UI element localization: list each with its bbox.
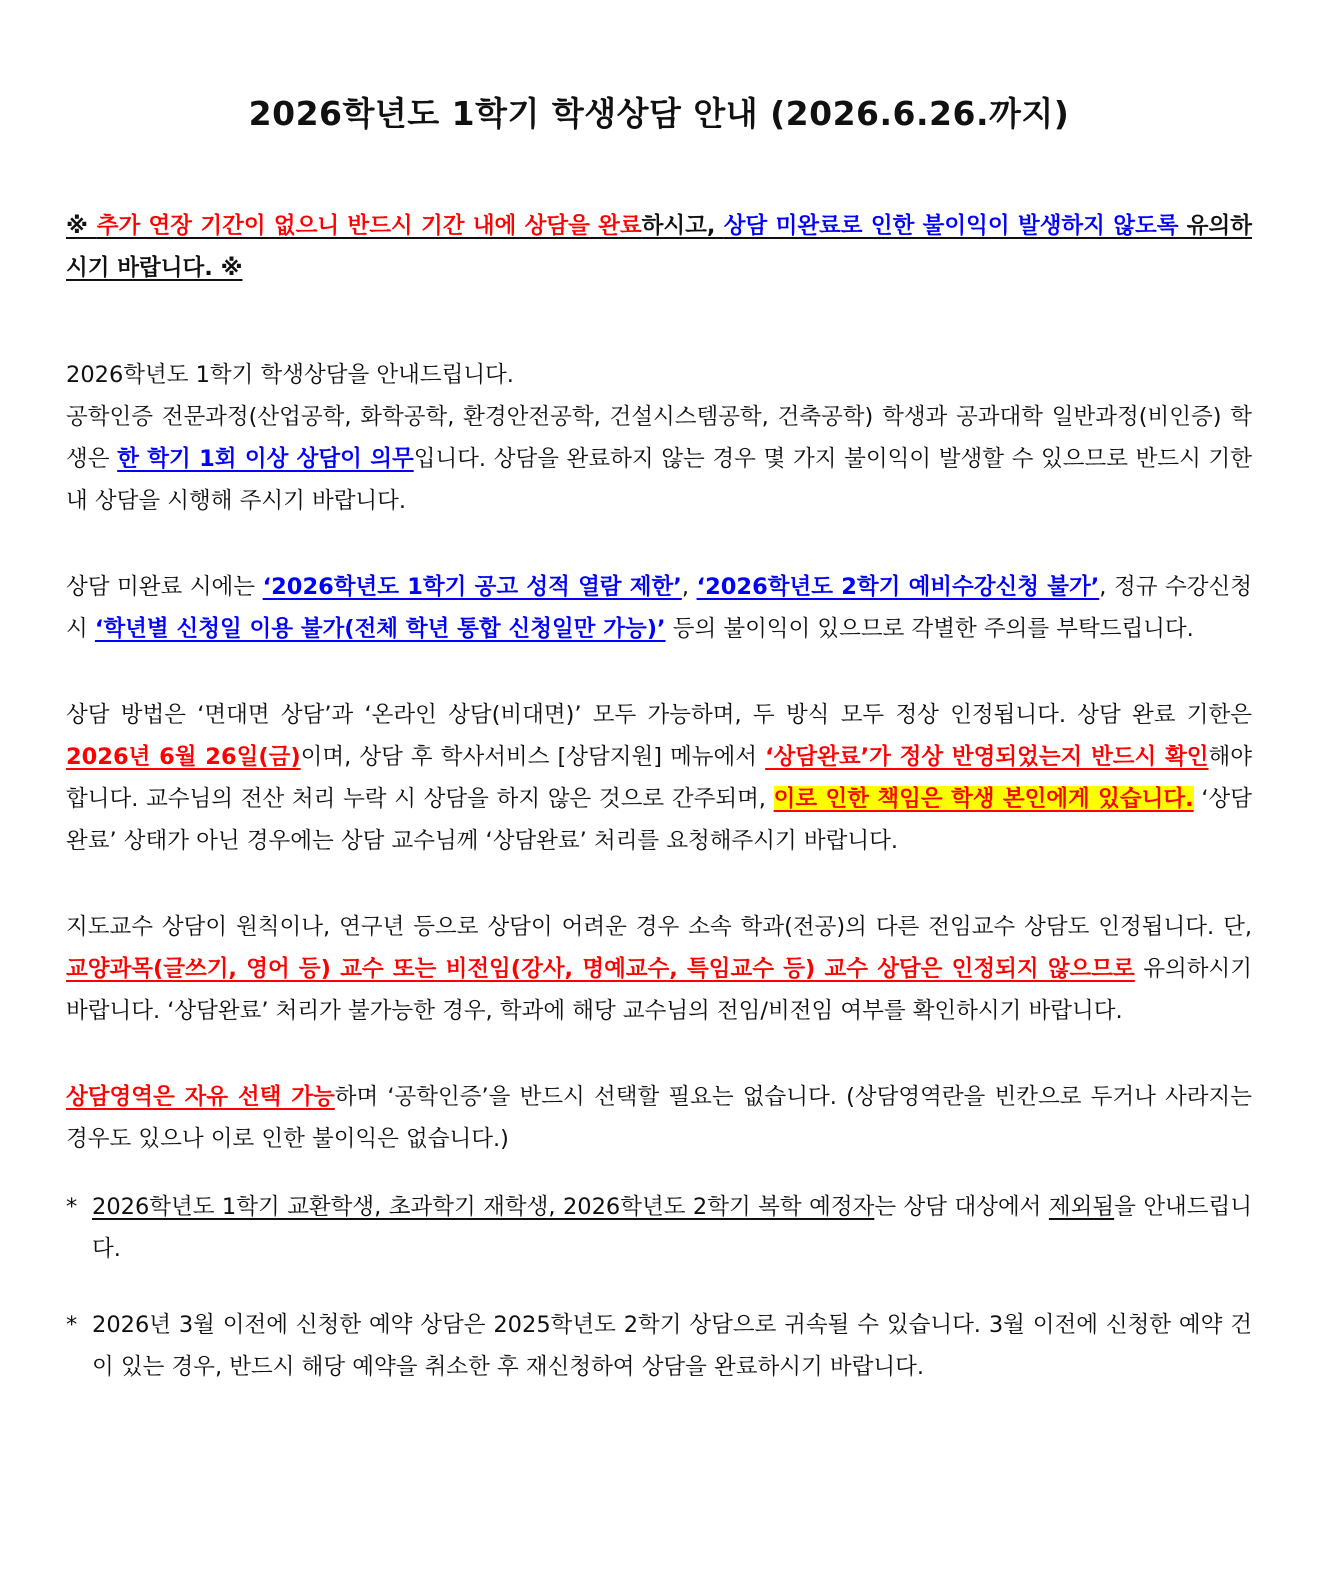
- paragraph-penalties: [66, 566, 1252, 650]
- method-text-2: 이며, 상담 후 학사서비스 [상담지원] 메뉴에서: [300, 743, 766, 770]
- excluded-groups: 2026학년도 1학기 교환학생, 초과학기 재학생, 2026학년도 2학기 복학 예정자: [92, 1193, 875, 1220]
- deadline-date: 2026년 6월 26일(금): [66, 743, 301, 770]
- paragraph-method: [66, 694, 1252, 862]
- area-text: 하며 ‘공학인증’을 반드시 선택할 필요는 없습니다. (상담영역란을 빈칸으로 두거나 사라지는 경우도 있으나 이로 인한 불이익은 없습니다.): [66, 1083, 1252, 1152]
- obligation-text-end: 입니다. 상담을 완료하지 않는 경우 몇 가지 불이익이 발생할 수 있으므로 반드시 기한 내 상담을 시행해 주시기 바랍니다.: [66, 445, 1252, 514]
- method-text-end: ‘상담완료’ 상태가 아닌 경우에는 상담 교수님께 ‘상담완료’ 처리를 요청해주시기 바랍니다.: [66, 785, 1253, 854]
- method-text-3: 해야 합니다. 교수님의 전산 처리 누락 시 상담을 하지 않은 것으로 간주되며,: [66, 743, 1252, 812]
- excluded-text-end: 을 안내드립니다.: [92, 1193, 1252, 1262]
- intro-line: 2026학년도 1학기 학생상담을 안내드립니다.: [66, 361, 514, 388]
- free-selection: 상담영역은 자유 선택 가능: [66, 1083, 335, 1110]
- excluded-word: 제외됨: [1048, 1193, 1115, 1220]
- notice-blue-text: 상담 미완료로 인한 불이익이 발생하지 않도록: [723, 213, 1179, 239]
- student-responsibility: 이로 인한 책임은 학생 본인에게 있습니다.: [773, 785, 1194, 812]
- notice-lead: ※: [66, 213, 97, 239]
- penalty-grade-view: ‘2026학년도 1학기 공고 성적 열람 제한’: [262, 573, 682, 600]
- penalty-registration-day: ‘학년별 신청일 이용 불가(전체 학년 통합 신청일만 가능)’: [94, 615, 666, 642]
- advisor-text-end: 유의하시기 바랍니다. ‘상담완료’ 처리가 불가능한 경우, 학과에 해당 교수님의 전임/비전임 여부를 확인하시기 바랍니다.: [66, 955, 1252, 1024]
- penalties-text-end: 등의 불이익이 있으므로 각별한 주의를 부탁드립니다.: [665, 615, 1194, 642]
- penalty-pre-registration: ‘2026학년도 2학기 예비수강신청 불가’: [696, 573, 1100, 600]
- paragraph-area: [66, 1076, 1252, 1160]
- notice-mid-text: 하시고,: [641, 213, 724, 239]
- notice-red-text: 추가 연장 기간이 없으니 반드시 기간 내에 상담을 완료: [96, 213, 642, 239]
- obligation-text: 공학인증 전문과정(산업공학, 화학공학, 환경안전공학, 건설시스템공학, 건축공학) 학생과 공과대학 일반과정(비인증) 학생은: [66, 403, 1252, 472]
- paragraph-advisor: [66, 906, 1252, 1032]
- penalties-text: 상담 미완료 시에는: [66, 573, 263, 600]
- notice-tail-text: 유의하시기 바랍니다. ※: [66, 213, 1253, 281]
- bullet-reservation: [66, 1304, 1252, 1388]
- deadline-notice: [66, 205, 1252, 289]
- bullet-mark: *: [66, 1193, 78, 1220]
- advisor-text: 지도교수 상담이 원칙이나, 연구년 등으로 상담이 어려운 경우 소속 학과(전공)의 다른 전임교수 상담도 인정됩니다. 단,: [66, 913, 1252, 940]
- bullet-mark: *: [66, 1311, 78, 1338]
- method-text: 상담 방법은 ‘면대면 상담’과 ‘온라인 상담(비대면)’ 모두 가능하며, 두 방식 모두 정상 인정됩니다. 상담 완료 기한은: [66, 701, 1252, 728]
- penalties-text-mid: , 정규 수강신청 시: [66, 573, 1252, 642]
- obligation-highlight: 한 학기 1회 이상 상담이 의무: [117, 445, 414, 472]
- bullet-excluded-text: [92, 1186, 1252, 1270]
- confirm-completion: ‘상담완료’가 정상 반영되었는지 반드시 확인: [765, 743, 1209, 770]
- excluded-text: 는 상담 대상에서: [874, 1193, 1049, 1220]
- not-recognized-warning: 교양과목(글쓰기, 영어 등) 교수 또는 비전임(강사, 명예교수, 특임교수 등) 교수 상담은 인정되지 않으므로: [66, 955, 1135, 982]
- paragraph-obligation: [66, 396, 1252, 522]
- penalties-comma: ,: [681, 573, 697, 600]
- bullet-excluded: [66, 1186, 1252, 1270]
- page-title: 2026학년도 1학기 학생상담 안내 (2026.6.26.까지): [248, 94, 1070, 133]
- bullet-reservation-text: 2026년 3월 이전에 신청한 예약 상담은 2025학년도 2학기 상담으로 귀속될 수 있습니다. 3월 이전에 신청한 예약 건이 있는 경우, 반드시 해당 예약을 취소한 후 재신청하여 상담을 완료하시기 바랍니다.: [92, 1311, 1252, 1380]
